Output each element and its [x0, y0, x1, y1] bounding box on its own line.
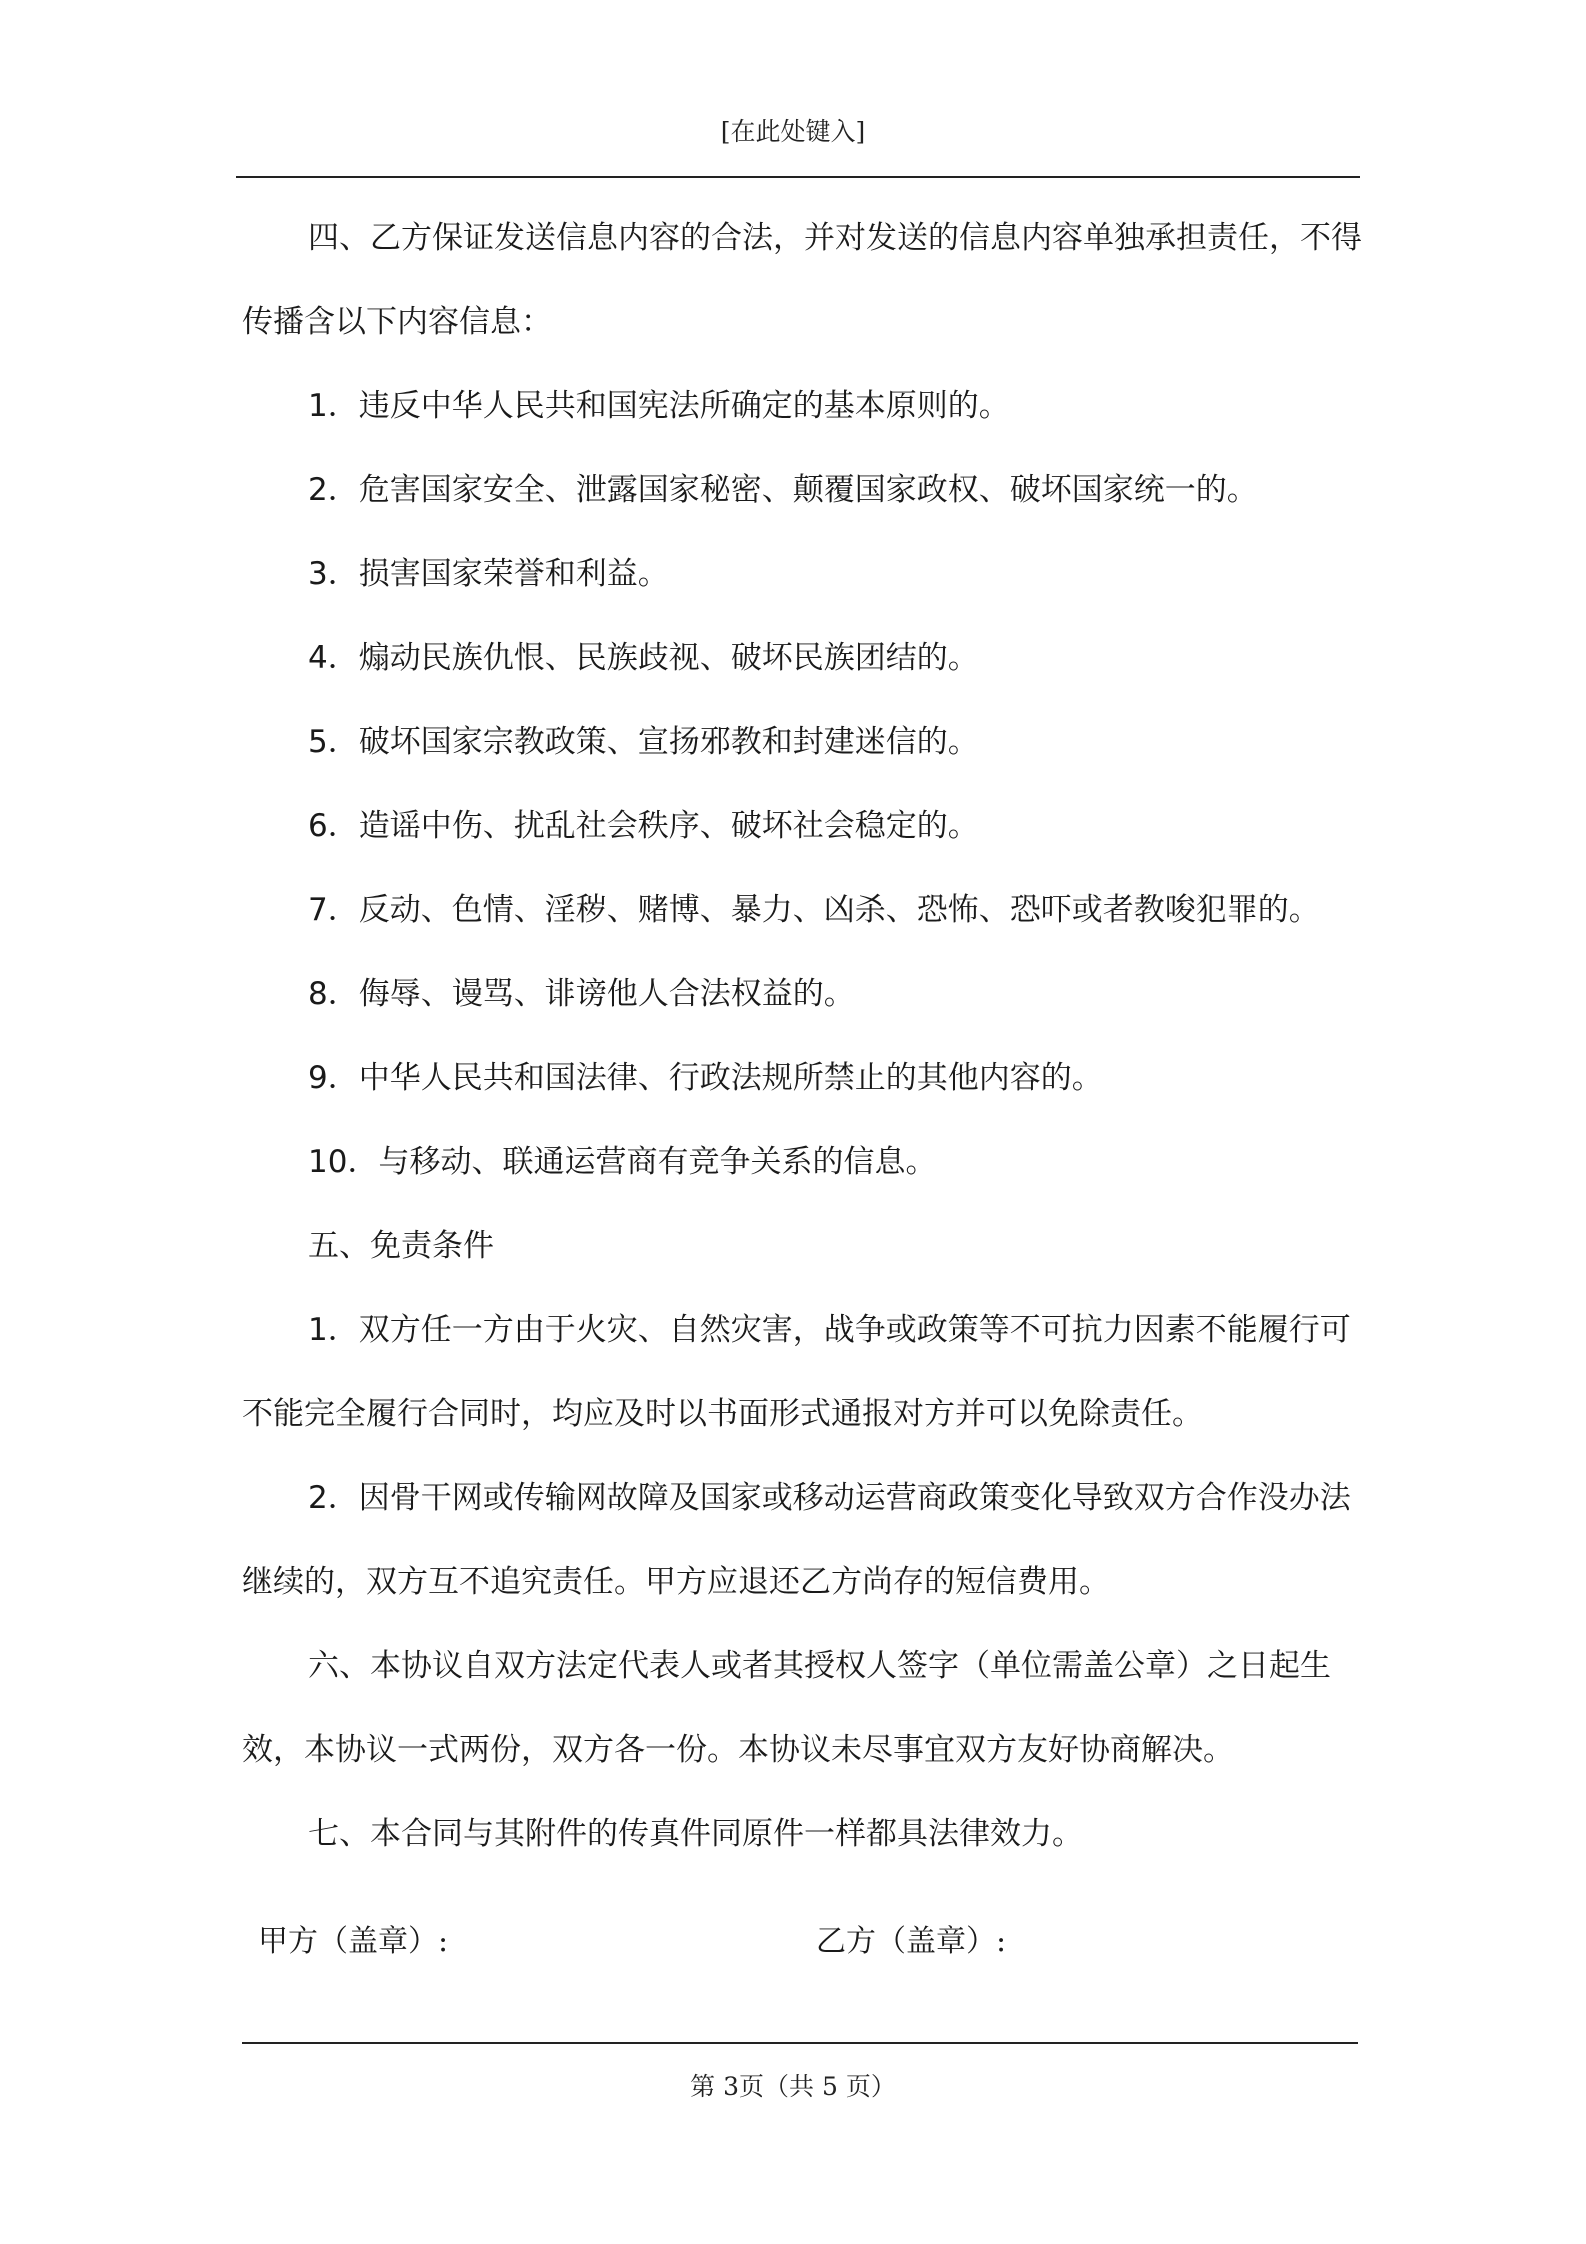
clause-4-item-5: 5．破坏国家宗教政策、宣扬邪教和封建迷信的。: [308, 724, 979, 760]
clause-4-item-10: 10．与移动、联通运营商有竞争关系的信息。: [308, 1144, 937, 1180]
clause-4-item-6: 6．造谣中伤、扰乱社会秩序、破坏社会稳定的。: [308, 808, 979, 844]
signature-row: [0, 1916, 1586, 1966]
clause-4-item-7: 7．反动、色情、淫秽、赌博、暴力、凶杀、恐怖、恐吓或者教唆犯罪的。: [308, 892, 1320, 928]
clause-5-heading: 五、免责条件: [308, 1228, 494, 1264]
clause-4-intro: 四、乙方保证发送信息内容的合法，并对发送的信息内容单独承担责任，不得传播含以下内容信息：: [242, 220, 1362, 340]
header-divider: [236, 176, 1360, 178]
party-b-seal-label: 乙方（盖章）:: [816, 1924, 1007, 1959]
page-footer: 第 3页（共 5 页）: [690, 2072, 896, 2101]
clause-5-item-1: 1．双方任一方由于火灾、自然灾害，战争或政策等不可抗力因素不能履行可不能完全履行合同时，均应及时以书面形式通报对方并可以免除责任。: [242, 1312, 1351, 1432]
clause-4-item-8: 8．侮辱、谩骂、诽谤他人合法权益的。: [308, 976, 855, 1012]
clause-4-item-2: 2．危害国家安全、泄露国家秘密、颠覆国家政权、破坏国家统一的。: [308, 472, 1258, 508]
clause-6: 六、本协议自双方法定代表人或者其授权人签字（单位需盖公章）之日起生效，本协议一式两份，双方各一份。本协议未尽事宜双方友好协商解决。: [242, 1648, 1331, 1768]
document-body: [242, 196, 1362, 1876]
clause-4-item-4: 4．煽动民族仇恨、民族歧视、破坏民族团结的。: [308, 640, 979, 676]
page-header: [在此处键入]: [720, 117, 866, 146]
footer-divider: [242, 2042, 1358, 2044]
party-a-seal-label: 甲方（盖章）:: [258, 1924, 449, 1959]
clause-7: 七、本合同与其附件的传真件同原件一样都具法律效力。: [308, 1816, 1083, 1852]
clause-4-item-3: 3．损害国家荣誉和利益。: [308, 556, 669, 592]
clause-4-item-1: 1．违反中华人民共和国宪法所确定的基本原则的。: [308, 388, 1010, 424]
clause-5-item-2: 2．因骨干网或传输网故障及国家或移动运营商政策变化导致双方合作没办法继续的，双方互不追究责任。甲方应退还乙方尚存的短信费用。: [242, 1480, 1351, 1600]
clause-4-item-9: 9．中华人民共和国法律、行政法规所禁止的其他内容的。: [308, 1060, 1103, 1096]
